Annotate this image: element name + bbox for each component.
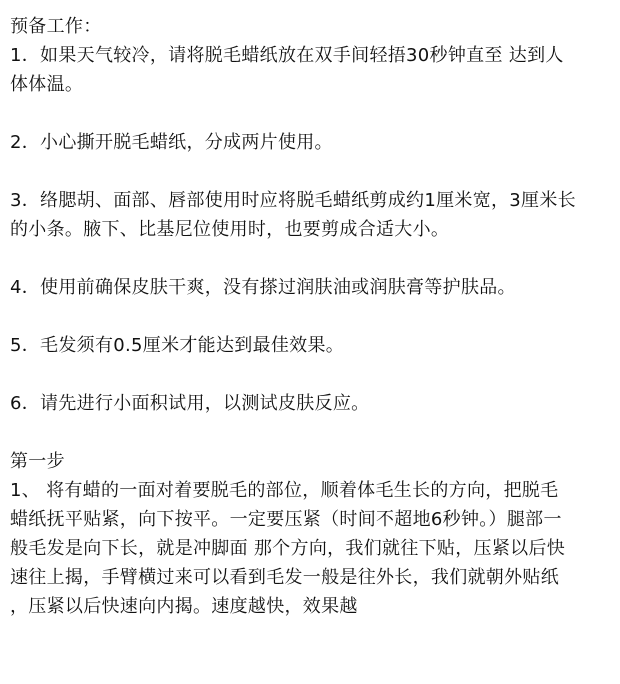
prep-item-2-line-1: 2．小心撕开脱毛蜡纸，分成两片使用。 [10,132,333,153]
step1-line-5: ，压紧以后快速向内揭。速度越快，效果越 [10,596,358,617]
prep-item-5-line-1: 5．毛发须有0.5厘米才能达到最佳效果。 [10,335,345,356]
prep-item-4-line-1: 4．使用前确保皮肤干爽，没有搽过润肤油或润肤膏等护肤品。 [10,277,516,298]
document-body [10,12,616,621]
prep-item-1-line-2: 体体温。 [10,74,84,95]
paragraph-gap [10,157,616,186]
prep-item-1-line-1: 1．如果天气较冷，请将脱毛蜡纸放在双手间轻捂30秒钟直至 达到人 [10,45,564,66]
paragraph-gap [10,418,616,447]
step1-line-3: 般毛发是向下长，就是冲脚面 那个方向，我们就往下贴，压紧以后快 [10,538,566,559]
prep-item-6-line-1: 6．请先进行小面积试用，以测试皮肤反应。 [10,393,370,414]
paragraph-gap [10,244,616,273]
step1-line-4: 速往上揭，手臂横过来可以看到毛发一般是往外长，我们就朝外贴纸 [10,567,559,588]
step1-line-2: 蜡纸抚平贴紧，向下按平。一定要压紧（时间不超地6秒钟。）腿部一 [10,509,562,530]
paragraph-gap [10,99,616,128]
prep-heading: 预备工作： [10,16,102,37]
prep-item-3-line-2: 的小条。腋下、比基尼位使用时，也要剪成合适大小。 [10,219,450,240]
paragraph-gap [10,302,616,331]
step1-line-1: 1、 将有蜡的一面对着要脱毛的部位，顺着体毛生长的方向，把脱毛 [10,480,559,501]
prep-item-3-line-1: 3．络腮胡、面部、唇部使用时应将脱毛蜡纸剪成约1厘米宽，3厘米长 [10,190,576,211]
paragraph-gap [10,360,616,389]
step1-heading: 第一步 [10,451,65,472]
